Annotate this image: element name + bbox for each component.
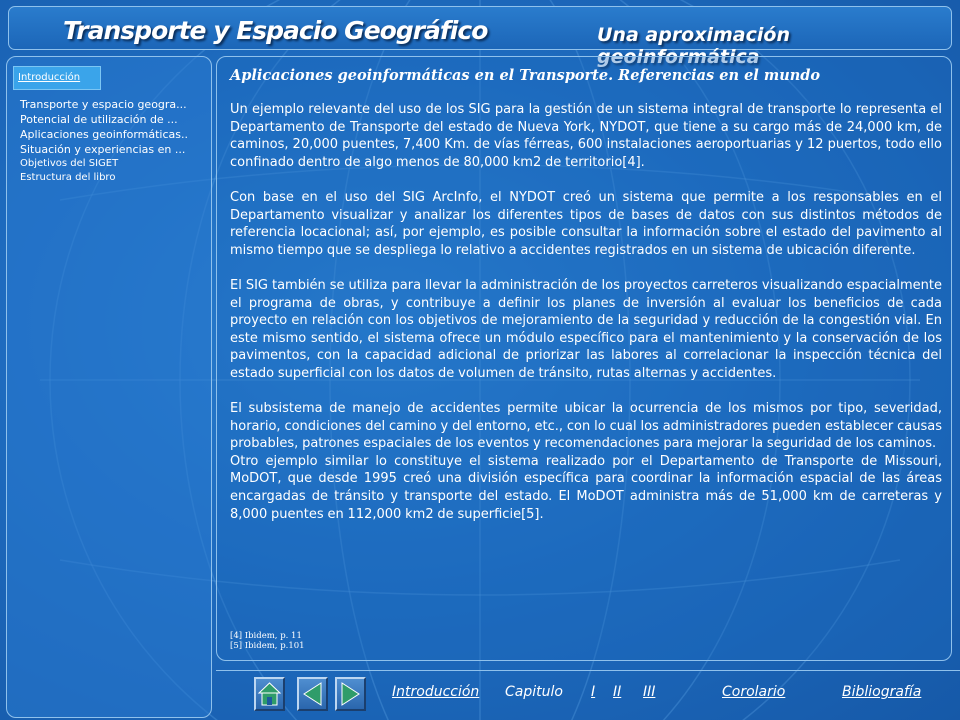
- footnote: [4] Ibidem, p. 11: [230, 631, 302, 641]
- header-bar: [8, 6, 952, 68]
- previous-button[interactable]: [297, 677, 328, 711]
- sidebar-item-aplicaciones[interactable]: Aplicaciones geoinformáticas..: [20, 128, 188, 141]
- sidebar-item-objetivos[interactable]: Objetivos del SIGET: [20, 158, 119, 169]
- footer-divider: [216, 670, 960, 671]
- tab-introduccion[interactable]: Introducción: [13, 66, 101, 90]
- nav-link-chapter-3[interactable]: III: [643, 684, 656, 700]
- nav-link-bibliografia[interactable]: Bibliografía: [842, 684, 922, 700]
- paragraph: Con base en el uso del SIG ArcInfo, el NYDOT creó un sistema que permite a los responsables en el Departamento visualizar y analizar los diferentes tipos de bases de datos con sus distintos métodos de referencia locacional; así, por ejemplo, es posible consultar la información sobre el estado del pavimento al mismo tiempo que se despliega lo relativo a accidentes registrados en un sistema de ubicación diferente.: [230, 189, 942, 258]
- paragraph: El SIG también se utiliza para llevar la administración de los proyectos carreteros visualizando espacialmente el programa de obras, y contribuye a definir los planes de inversión al evaluar los beneficios de cada proyecto en relación con los objetivos de mejoramiento de la seguridad y reducción de la congestión vial. En este mismo sentido, el sistema ofrece un módulo específico para el mantenimiento y la conservación de los pavimentos, con la capacidad adicional de priorizar las labores al correlacionar la inspección técnica del estado superficial con los datos de volumen de tránsito, rutas alternas y accidentes.: [230, 277, 942, 381]
- sidebar-item-potencial[interactable]: Potencial de utilización de ...: [20, 113, 178, 126]
- nav-link-chapter-2[interactable]: II: [613, 684, 622, 700]
- content-panel: [216, 56, 952, 661]
- next-button[interactable]: [335, 677, 366, 711]
- paragraph: El subsistema de manejo de accidentes permite ubicar la ocurrencia de los mismos por tipo, severidad, horario, condiciones del camino y del entorno, etc., con lo cual los administradores pueden establecer causas probables, patrones espaciales de los eventos y recomendaciones para mejorar la seguridad de los caminos.: [230, 401, 942, 452]
- site-title: Transporte y Espacio Geográfico: [63, 16, 488, 45]
- content-text: [230, 101, 942, 523]
- home-button[interactable]: [254, 677, 285, 711]
- sidebar-item-situacion[interactable]: Situación y experiencias en ...: [20, 143, 186, 156]
- sidebar-item-estructura[interactable]: Estructura del libro: [20, 172, 116, 183]
- sidebar-item-transporte[interactable]: Transporte y espacio geogra...: [20, 98, 187, 111]
- footnote: [5] Ibidem, p.101: [230, 641, 305, 651]
- nav-link-corolario[interactable]: Corolario: [722, 684, 786, 700]
- home-icon: [256, 679, 283, 709]
- triangle-left-icon: [299, 679, 326, 709]
- footnotes: [230, 631, 305, 651]
- nav-link-introduccion[interactable]: Introducción: [392, 684, 480, 700]
- sidebar: [6, 56, 212, 718]
- paragraph: Un ejemplo relevante del uso de los SIG para la gestión de un sistema integral de transporte lo representa el Departamento de Transporte del estado de Nueva York, NYDOT, que tiene a su cargo más de 24,000 km, de caminos, 20,000 puentes, 7,400 Km. de vías férreas, 600 instalaciones aeroportuarias y 12 puertos, todo ello confinado dentro de algo menos de 80,000 km2 de territorio[4].: [230, 102, 942, 170]
- content-heading: Aplicaciones geoinformáticas en el Transporte. Referencias en el mundo: [230, 67, 821, 84]
- triangle-right-icon: [337, 679, 364, 709]
- nav-label-capitulo: Capitulo: [505, 684, 563, 700]
- nav-link-chapter-1[interactable]: I: [591, 684, 596, 700]
- sidebar-list: [20, 97, 188, 185]
- paragraph: Otro ejemplo similar lo constituye el sistema realizado por el Departamento de Transporte de Missouri, MoDOT, que desde 1995 creó una división específica para coordinar la información espacial de las áreas encargadas de tránsito y transporte del estado. El MoDOT administra más de 51,000 km de carreteras y 8,000 puentes en 112,000 km2 de superficie[5].: [230, 453, 942, 522]
- site-subtitle: Una aproximación geoinformática: [597, 24, 790, 68]
